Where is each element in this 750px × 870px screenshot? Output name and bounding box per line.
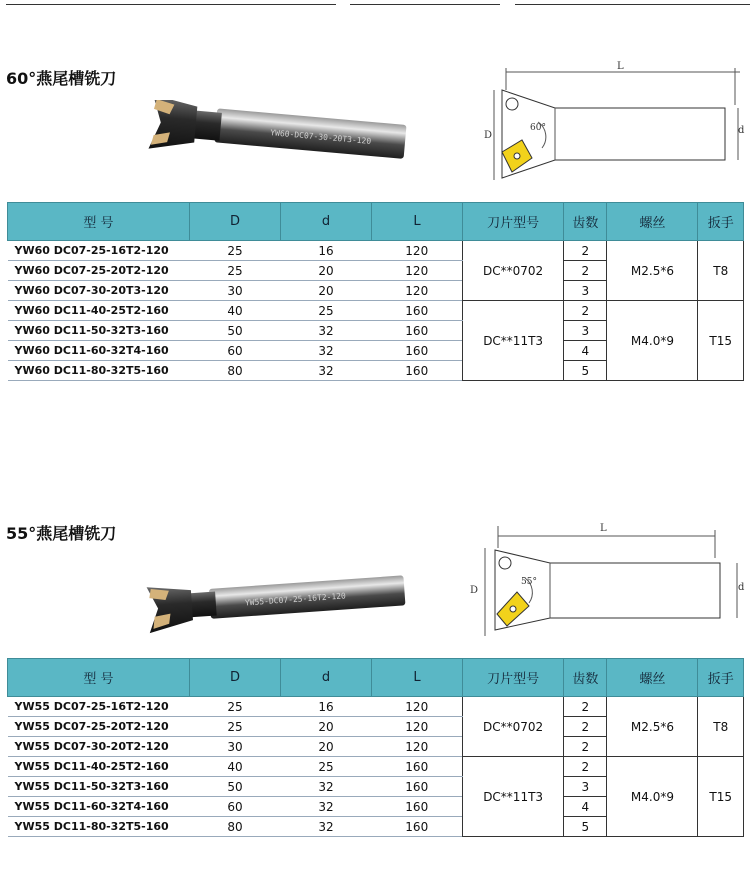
length-label: L: [617, 61, 624, 72]
cell-model: YW60 DC11-80-32T5-160: [8, 361, 190, 381]
cell-teeth: 3: [564, 281, 607, 301]
header-D: D: [190, 203, 281, 241]
cell-d: 32: [281, 361, 372, 381]
cell-model: YW55 DC11-80-32T5-160: [8, 817, 190, 837]
table-row: [8, 301, 744, 321]
cell-d: 32: [281, 321, 372, 341]
cell-d: 20: [281, 737, 372, 757]
cell-D: 60: [190, 797, 281, 817]
cell-d: 16: [281, 697, 372, 717]
tool-photo: [140, 568, 415, 638]
section-title: 55°燕尾槽铣刀: [6, 524, 117, 543]
cell-d: 32: [281, 817, 372, 837]
table-row: [8, 241, 744, 261]
cell-L: 160: [372, 817, 463, 837]
cell-L: 160: [372, 301, 463, 321]
cell-D: 50: [190, 777, 281, 797]
table-header: [8, 659, 744, 697]
cell-D: 40: [190, 757, 281, 777]
section-title: 60°燕尾槽铣刀: [6, 69, 117, 88]
cell-d: 20: [281, 717, 372, 737]
table-row: [8, 697, 744, 717]
cell-d: 16: [281, 241, 372, 261]
header-teeth: 齿数: [564, 659, 607, 697]
table-header: [8, 203, 744, 241]
cell-model: YW60 DC07-25-16T2-120: [8, 241, 190, 261]
cell-D: 25: [190, 717, 281, 737]
cell-D: 50: [190, 321, 281, 341]
cell-L: 120: [372, 261, 463, 281]
diameter-label: D: [470, 585, 479, 596]
header-L: L: [372, 659, 463, 697]
cell-teeth: 2: [564, 757, 607, 777]
cell-screw: M4.0*9: [607, 757, 698, 837]
cell-L: 160: [372, 797, 463, 817]
cell-model: YW55 DC11-50-32T3-160: [8, 777, 190, 797]
header-d: d: [281, 659, 372, 697]
angle-label: 55°: [521, 577, 537, 587]
cell-d: 20: [281, 281, 372, 301]
shank-diameter-label: d: [738, 582, 745, 593]
header-wrench: 扳手: [698, 659, 744, 697]
cell-screw: M4.0*9: [607, 301, 698, 381]
table-row: [8, 757, 744, 777]
cell-teeth: 5: [564, 361, 607, 381]
header-wrench: 扳手: [698, 203, 744, 241]
cell-model: YW55 DC07-30-20T2-120: [8, 737, 190, 757]
header-model: 型 号: [8, 659, 190, 697]
top-border: [0, 0, 750, 6]
cell-L: 160: [372, 341, 463, 361]
cell-D: 30: [190, 281, 281, 301]
shank-diameter-label: d: [738, 125, 745, 136]
cell-D: 80: [190, 817, 281, 837]
spec-table: [7, 202, 744, 381]
cell-L: 160: [372, 757, 463, 777]
cell-D: 25: [190, 697, 281, 717]
cell-teeth: 5: [564, 817, 607, 837]
cell-D: 40: [190, 301, 281, 321]
cell-D: 60: [190, 341, 281, 361]
cell-model: YW55 DC11-60-32T4-160: [8, 797, 190, 817]
cell-teeth: 2: [564, 717, 607, 737]
header-D: D: [190, 659, 281, 697]
cell-model: YW60 DC07-30-20T3-120: [8, 281, 190, 301]
cell-L: 160: [372, 321, 463, 341]
header-teeth: 齿数: [564, 203, 607, 241]
dimension-drawing: [480, 60, 745, 185]
cell-L: 160: [372, 361, 463, 381]
cell-L: 120: [372, 281, 463, 301]
cell-screw: M2.5*6: [607, 697, 698, 757]
cell-D: 25: [190, 261, 281, 281]
cell-wrench: T15: [698, 757, 744, 837]
cell-L: 120: [372, 241, 463, 261]
cell-wrench: T15: [698, 301, 744, 381]
header-insert: 刀片型号: [463, 203, 564, 241]
cell-teeth: 3: [564, 321, 607, 341]
cell-model: YW60 DC11-60-32T4-160: [8, 341, 190, 361]
cell-d: 25: [281, 301, 372, 321]
diameter-label: D: [484, 130, 493, 141]
length-label: L: [600, 523, 607, 534]
cell-teeth: 2: [564, 697, 607, 717]
cell-teeth: 3: [564, 777, 607, 797]
cell-insert: DC**0702: [463, 697, 564, 757]
cell-model: YW55 DC11-40-25T2-160: [8, 757, 190, 777]
cell-teeth: 2: [564, 301, 607, 321]
cell-model: YW60 DC11-50-32T3-160: [8, 321, 190, 341]
cell-d: 32: [281, 341, 372, 361]
cell-D: 80: [190, 361, 281, 381]
header-model: 型 号: [8, 203, 190, 241]
cell-teeth: 2: [564, 241, 607, 261]
cell-insert: DC**11T3: [463, 301, 564, 381]
cell-d: 32: [281, 777, 372, 797]
header-L: L: [372, 203, 463, 241]
header-screw: 螺丝: [607, 203, 698, 241]
cell-teeth: 2: [564, 737, 607, 757]
cell-wrench: T8: [698, 697, 744, 757]
angle-label: 60°: [530, 123, 546, 133]
cell-screw: M2.5*6: [607, 241, 698, 301]
cell-insert: DC**11T3: [463, 757, 564, 837]
cell-D: 30: [190, 737, 281, 757]
tool-photo: [140, 100, 420, 175]
cell-model: YW55 DC07-25-20T2-120: [8, 717, 190, 737]
cell-teeth: 2: [564, 261, 607, 281]
cell-teeth: 4: [564, 341, 607, 361]
cell-d: 20: [281, 261, 372, 281]
cell-L: 120: [372, 737, 463, 757]
cell-D: 25: [190, 241, 281, 261]
cell-d: 25: [281, 757, 372, 777]
cell-L: 120: [372, 697, 463, 717]
cell-model: YW55 DC07-25-16T2-120: [8, 697, 190, 717]
cell-model: YW60 DC11-40-25T2-160: [8, 301, 190, 321]
header-screw: 螺丝: [607, 659, 698, 697]
cell-model: YW60 DC07-25-20T2-120: [8, 261, 190, 281]
header-insert: 刀片型号: [463, 659, 564, 697]
cell-L: 120: [372, 717, 463, 737]
cell-wrench: T8: [698, 241, 744, 301]
tool-engraving: YW55-DC07-25-16T2-120: [244, 591, 347, 608]
header-d: d: [281, 203, 372, 241]
tool-engraving: YW60-DC07-30-20T3-120: [269, 128, 372, 146]
cell-L: 160: [372, 777, 463, 797]
cell-teeth: 4: [564, 797, 607, 817]
dimension-drawing: [465, 518, 747, 638]
spec-table: [7, 658, 744, 837]
cell-insert: DC**0702: [463, 241, 564, 301]
cell-d: 32: [281, 797, 372, 817]
